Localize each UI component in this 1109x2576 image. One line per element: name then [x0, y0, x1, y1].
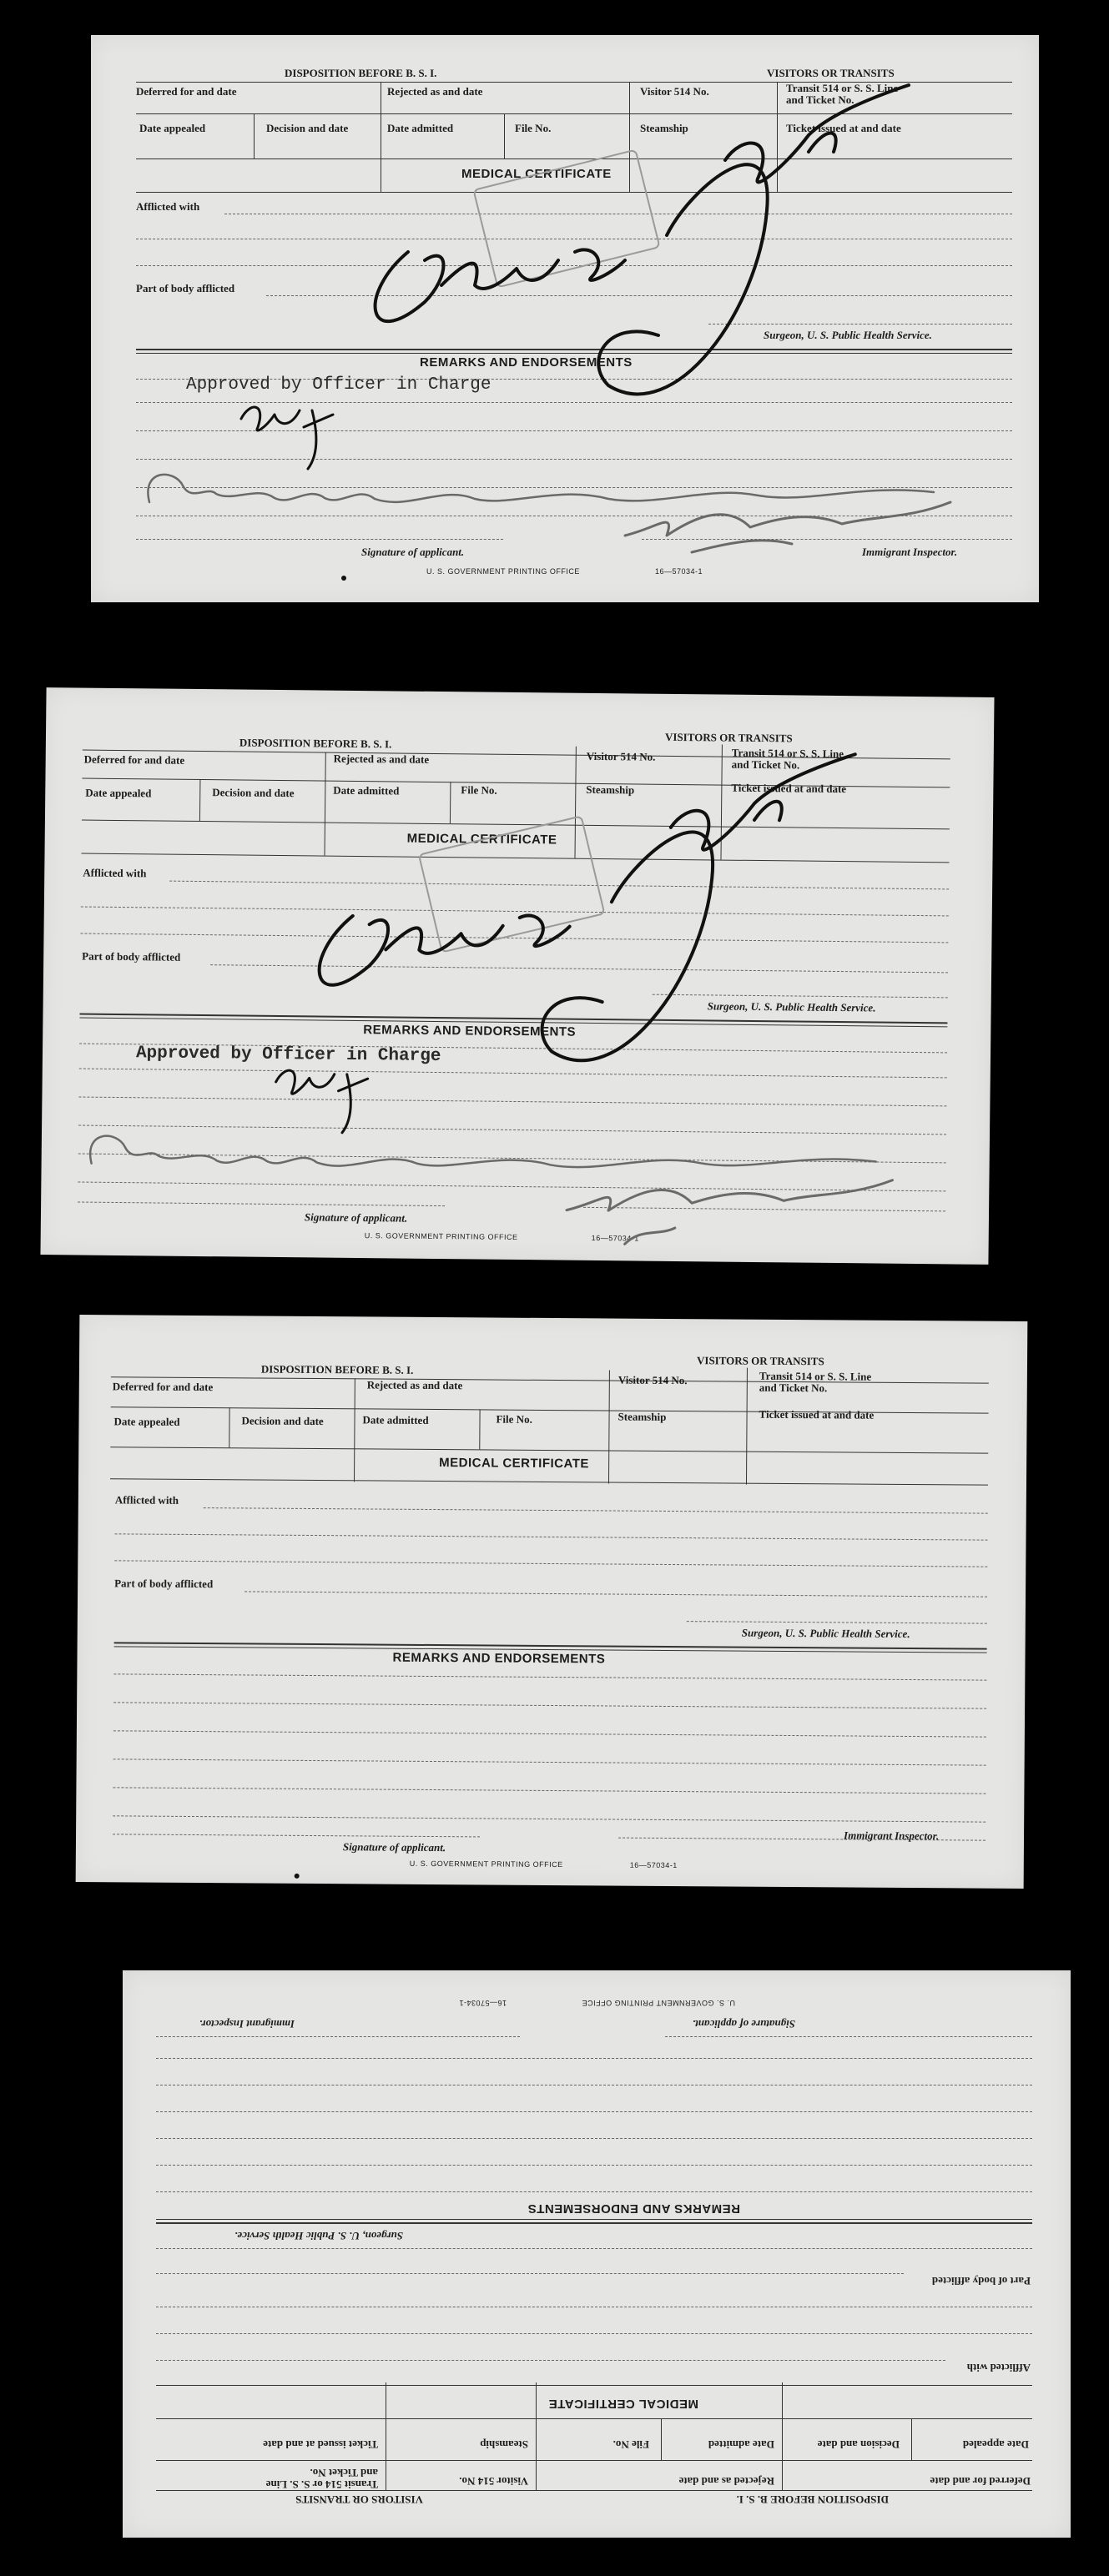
- medical-certificate-heading: MEDICAL CERTIFICATE: [406, 831, 557, 848]
- printing-office: U. S. GOVERNMENT PRINTING OFFICE: [426, 567, 580, 576]
- deferred-label: Deferred for and date: [930, 2475, 1031, 2488]
- steamship-label: Steamship: [586, 782, 635, 797]
- decision-label: Decision and date: [212, 786, 295, 800]
- transit-label-2: and Ticket No.: [310, 2467, 378, 2479]
- signature-carlos-johnson: [319, 746, 855, 1064]
- remarks-heading: REMARKS AND ENDORSEMENTS: [392, 1650, 606, 1667]
- disposition-heading: DISPOSITION BEFORE B. S. I.: [260, 1362, 414, 1376]
- form-number: 16—57034-1: [591, 1233, 639, 1243]
- card-back-inverted: [123, 1970, 1071, 2538]
- printing-office: U. S. GOVERNMENT PRINTING OFFICE: [364, 1231, 518, 1242]
- signature-claire-levine: [90, 1136, 876, 1172]
- file-no-label: File No.: [612, 2438, 649, 2451]
- form-number: 16—57034-1: [655, 567, 703, 576]
- transit-label-2: and Ticket No.: [786, 93, 854, 106]
- handwriting-overlay: [40, 687, 994, 1265]
- visitor-514-label: Visitor 514 No.: [459, 2475, 528, 2488]
- typed-remark: Approved by Officer in Charge: [135, 1044, 441, 1067]
- medical-certificate-heading: MEDICAL CERTIFICATE: [461, 167, 612, 181]
- transit-label-2: and Ticket No.: [731, 757, 800, 772]
- part-of-body-label: Part of body afflicted: [114, 1577, 214, 1591]
- form-layout: [123, 1970, 1071, 2538]
- steamship-label: Steamship: [640, 122, 688, 134]
- rejected-label: Rejected as and date: [366, 1378, 463, 1392]
- card-front-original: [91, 35, 1039, 602]
- visitor-514-label: Visitor 514 No.: [618, 1373, 688, 1387]
- surgeon-label: Surgeon, U. S. Public Health Service.: [741, 1626, 910, 1640]
- visitors-heading: VISITORS OR TRANSITS: [696, 1354, 824, 1368]
- initials-mark: [275, 1070, 368, 1133]
- medical-certificate-heading: MEDICAL CERTIFICATE: [548, 2397, 698, 2411]
- remarks-heading: REMARKS AND ENDORSEMENTS: [363, 1023, 577, 1039]
- file-no-label: File No.: [496, 1412, 532, 1426]
- surgeon-label: Surgeon, U. S. Public Health Service.: [234, 2230, 403, 2242]
- date-appealed-label: Date appealed: [962, 2438, 1029, 2451]
- transit-label: Transit 514 or S. S. Line: [265, 2478, 378, 2491]
- rejected-label: Rejected as and date: [678, 2475, 774, 2488]
- card-front-copy: [40, 687, 994, 1265]
- immigrant-inspector-label: Immigrant Inspector.: [844, 1829, 940, 1843]
- afflicted-label: Afflicted with: [83, 866, 147, 880]
- surgeon-label: Surgeon, U. S. Public Health Service.: [707, 999, 876, 1014]
- signature-applicant-label: Signature of applicant.: [304, 1210, 408, 1225]
- ticket-issued-label: Ticket issued at and date: [759, 1407, 875, 1421]
- visitor-514-label: Visitor 514 No.: [586, 749, 656, 763]
- visitors-heading: VISITORS OR TRANSITS: [295, 2493, 423, 2506]
- remarks-heading: REMARKS AND ENDORSEMENTS: [420, 355, 633, 370]
- rejected-label: Rejected as and date: [333, 752, 430, 766]
- steamship-label: Steamship: [480, 2438, 528, 2451]
- printing-office: U. S. GOVERNMENT PRINTING OFFICE: [582, 1999, 735, 2007]
- decision-label: Decision and date: [241, 1414, 324, 1428]
- signature-carlos-johnson: [376, 85, 909, 394]
- surgeon-label: Surgeon, U. S. Public Health Service.: [764, 329, 932, 341]
- printing-office: U. S. GOVERNMENT PRINTING OFFICE: [409, 1859, 563, 1869]
- initials-mark: [241, 407, 333, 469]
- afflicted-label: Afflicted with: [114, 1493, 179, 1507]
- form-layout: [76, 1315, 1028, 1889]
- disposition-heading: DISPOSITION BEFORE B. S. I.: [239, 736, 392, 751]
- disposition-heading: DISPOSITION BEFORE B. S. I.: [285, 67, 437, 79]
- transit-label: Transit 514 or S. S. Line: [786, 82, 899, 94]
- remarks-heading: REMARKS AND ENDORSEMENTS: [527, 2201, 740, 2216]
- signature-applicant-label: Signature of applicant.: [692, 2018, 795, 2030]
- transit-label: Transit 514 or S. S. Line: [731, 746, 844, 761]
- rejected-label: Rejected as and date: [387, 85, 483, 98]
- form-number: 16—57034-1: [629, 1860, 678, 1870]
- typed-remark: Approved by Officer in Charge: [186, 375, 491, 395]
- signature-applicant-label: Signature of applicant.: [361, 546, 465, 558]
- part-of-body-label: Part of body afflicted: [931, 2275, 1031, 2287]
- date-admitted-label: Date admitted: [708, 2438, 774, 2451]
- signature-inspector: [625, 502, 950, 552]
- afflicted-label: Afflicted with: [136, 200, 200, 213]
- date-appealed-label: Date appealed: [85, 786, 152, 800]
- deferred-label: Deferred for and date: [83, 752, 185, 767]
- immigrant-inspector-label: Immigrant Inspector.: [862, 546, 958, 558]
- afflicted-label: Afflicted with: [966, 2362, 1031, 2374]
- immigrant-inspector-label: Immigrant Inspector.: [199, 2018, 295, 2030]
- steamship-label: Steamship: [618, 1410, 667, 1423]
- disposition-heading: DISPOSITION BEFORE B. S. I.: [736, 2493, 889, 2506]
- deferred-label: Deferred for and date: [136, 85, 237, 98]
- ticket-issued-label: Ticket issued at and date: [786, 122, 901, 134]
- deferred-label: Deferred for and date: [112, 1380, 214, 1394]
- visitors-heading: VISITORS OR TRANSITS: [664, 730, 793, 745]
- decision-label: Decision and date: [817, 2438, 900, 2451]
- date-admitted-label: Date admitted: [387, 122, 454, 134]
- part-of-body-label: Part of body afflicted: [82, 949, 181, 963]
- medical-certificate-heading: MEDICAL CERTIFICATE: [439, 1456, 589, 1472]
- ticket-issued-label: Ticket issued at and date: [731, 781, 847, 796]
- date-admitted-label: Date admitted: [333, 783, 400, 797]
- file-no-label: File No.: [461, 783, 497, 797]
- part-of-body-label: Part of body afflicted: [136, 282, 235, 294]
- visitor-514-label: Visitor 514 No.: [640, 85, 709, 98]
- ticket-issued-label: Ticket issued at and date: [263, 2438, 378, 2451]
- punch-mark: [295, 1874, 300, 1879]
- punch-mark: [341, 576, 346, 581]
- transit-label: Transit 514 or S. S. Line: [759, 1369, 872, 1383]
- signature-claire-levine: [148, 475, 934, 502]
- date-appealed-label: Date appealed: [139, 122, 206, 134]
- card-front-blank: [76, 1315, 1028, 1889]
- file-no-label: File No.: [515, 122, 552, 134]
- decision-label: Decision and date: [266, 122, 349, 134]
- date-admitted-label: Date admitted: [362, 1413, 429, 1426]
- form-number: 16—57034-1: [458, 1999, 507, 2007]
- handwriting-overlay: [91, 35, 1039, 602]
- signature-inspector: [567, 1177, 893, 1247]
- transit-label-2: and Ticket No.: [759, 1381, 828, 1395]
- date-appealed-label: Date appealed: [113, 1415, 180, 1428]
- visitors-heading: VISITORS OR TRANSITS: [767, 67, 895, 79]
- signature-applicant-label: Signature of applicant.: [342, 1840, 446, 1854]
